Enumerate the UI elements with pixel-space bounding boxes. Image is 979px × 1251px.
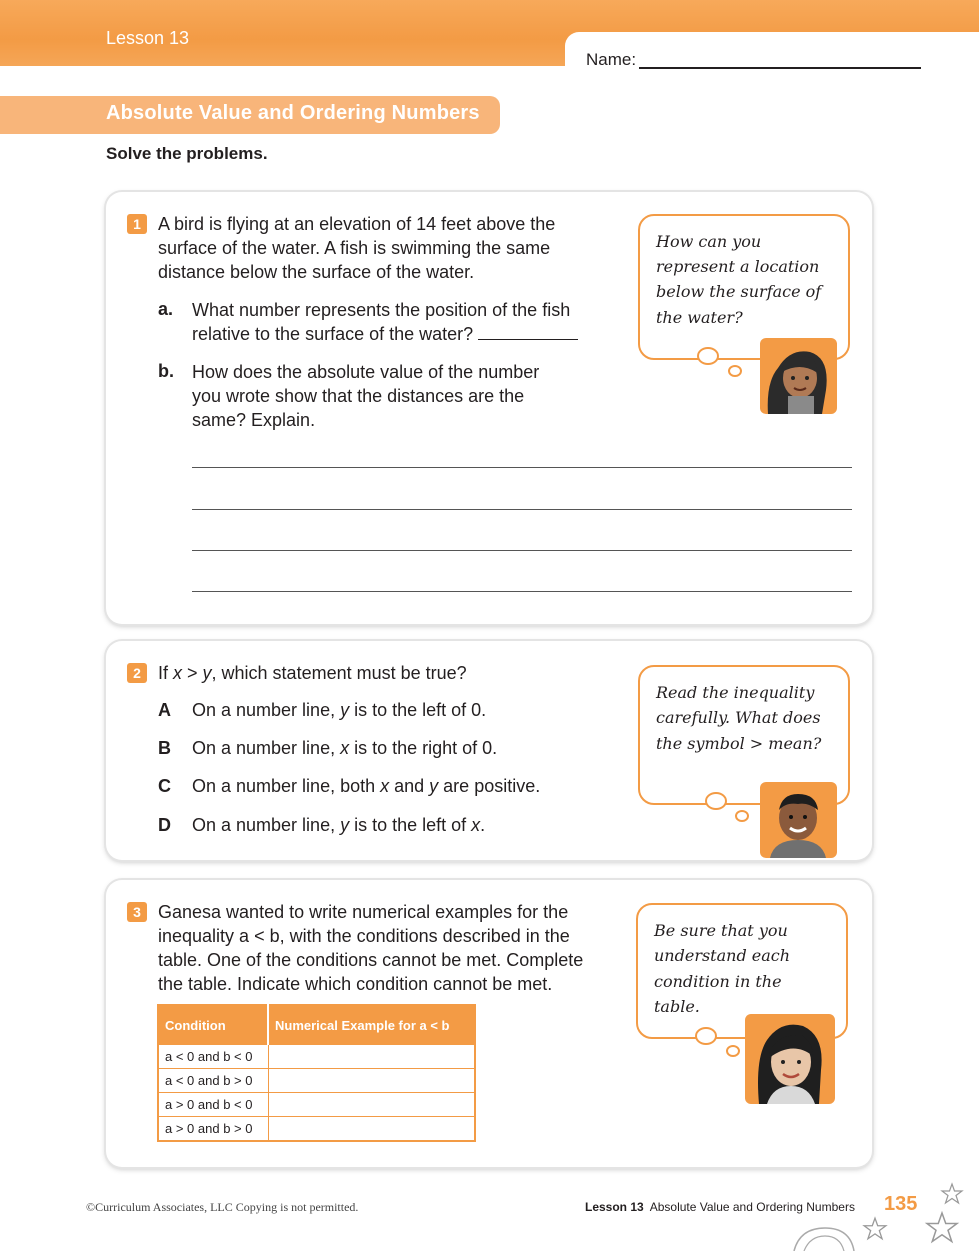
thought-dot xyxy=(697,347,719,365)
table-header-row xyxy=(158,1005,475,1045)
var: x xyxy=(471,815,481,835)
var-x: x xyxy=(173,663,183,683)
choice-b-text[interactable] xyxy=(192,738,497,759)
choice-text: is to the left of xyxy=(349,815,472,835)
problem-3-line-4: the table. Indicate which condition cannot be met. xyxy=(158,974,553,994)
answer-line[interactable] xyxy=(192,509,852,510)
var: y xyxy=(340,815,350,835)
thought-dot xyxy=(726,1045,740,1057)
var-y: y xyxy=(202,663,212,683)
choice-text: is to the left of 0. xyxy=(349,700,487,720)
table-cell-condition: a < 0 and b > 0 xyxy=(158,1069,268,1093)
student-avatar-icon xyxy=(745,1014,835,1104)
table-cell-condition: a > 0 and b > 0 xyxy=(158,1117,268,1142)
part-a-letter: a. xyxy=(158,299,174,319)
page-number: 135 xyxy=(884,1193,918,1215)
problem-2-number: 2 xyxy=(127,663,147,683)
hint-3-line-2: understand each xyxy=(654,946,791,965)
choice-c-text[interactable] xyxy=(192,776,540,797)
star-icon xyxy=(862,1216,888,1242)
choice-text: . xyxy=(480,815,486,835)
table-cell-example[interactable] xyxy=(268,1045,475,1069)
thought-dot xyxy=(728,365,742,377)
var: x xyxy=(380,776,390,796)
choice-text: are positive. xyxy=(438,776,541,796)
var: y xyxy=(340,700,350,720)
problem-3-number: 3 xyxy=(127,902,147,922)
hint-3-line-1: Be sure that you xyxy=(654,921,788,940)
problem-1-line-2: surface of the water. A fish is swimming the same xyxy=(158,238,551,258)
thought-dot xyxy=(695,1027,717,1045)
hint-3-line-4: table. xyxy=(654,997,700,1016)
table-header: Numerical Example for a < b xyxy=(268,1005,475,1045)
hint-2-line-3: the symbol > mean? xyxy=(656,734,822,753)
hint-1-line-1: How can you xyxy=(656,232,762,251)
student-avatar-icon xyxy=(760,782,837,858)
problem-1-line-1: A bird is flying at an elevation of 14 feet above the xyxy=(158,214,556,234)
hint-1-line-3: below the surface of xyxy=(656,282,822,301)
table-row xyxy=(158,1117,475,1142)
answer-line[interactable] xyxy=(192,550,852,551)
conditions-table xyxy=(157,1004,476,1142)
table-cell-example[interactable] xyxy=(268,1069,475,1093)
choice-d-letter[interactable]: D xyxy=(158,815,171,835)
part-b-line-2: you wrote show that the distances are the xyxy=(192,386,525,406)
choice-a-text[interactable] xyxy=(192,700,486,721)
var: x xyxy=(340,738,350,758)
copyright-text: ©Curriculum Associates, LLC Copying is not permitted. xyxy=(86,1200,359,1214)
footer-lesson-number: Lesson 13 xyxy=(585,1200,644,1214)
choice-text: and xyxy=(389,776,430,796)
hint-1-line-2: represent a location xyxy=(656,257,820,276)
problem-1-number: 1 xyxy=(127,214,147,234)
name-field[interactable] xyxy=(639,67,921,69)
choice-a-letter[interactable]: A xyxy=(158,700,171,720)
swirl-icon xyxy=(790,1224,860,1251)
symbol: > xyxy=(182,663,203,683)
answer-line[interactable] xyxy=(192,467,852,468)
problem-3-line-3: table. One of the conditions cannot be met. Complete xyxy=(158,950,584,970)
page-title: Absolute Value and Ordering Numbers xyxy=(106,102,480,124)
choice-b-letter[interactable]: B xyxy=(158,738,171,758)
student-avatar-icon xyxy=(760,338,837,414)
question-text: , which statement must be true? xyxy=(211,663,467,683)
star-icon xyxy=(940,1182,964,1206)
footer-lesson-title: Absolute Value and Ordering Numbers xyxy=(649,1200,855,1214)
table-cell-example[interactable] xyxy=(268,1117,475,1142)
part-a-line-1: What number represents the position of the fish xyxy=(192,300,571,320)
hint-1-line-4: the water? xyxy=(656,308,743,327)
star-icon xyxy=(924,1210,960,1246)
choice-text: On a number line, xyxy=(192,738,341,758)
footer-lesson xyxy=(585,1200,855,1214)
table-cell-example[interactable] xyxy=(268,1093,475,1117)
choice-text: is to the right of 0. xyxy=(349,738,498,758)
table-row xyxy=(158,1045,475,1069)
problem-2-question xyxy=(158,661,467,685)
part-b-letter: b. xyxy=(158,361,174,381)
choice-text: On a number line, xyxy=(192,815,341,835)
var: y xyxy=(429,776,439,796)
table-cell-condition: a > 0 and b < 0 xyxy=(158,1093,268,1117)
thought-dot xyxy=(735,810,749,822)
part-a-question: relative to the surface of the water? xyxy=(192,324,474,344)
table-cell-condition: a < 0 and b < 0 xyxy=(158,1045,268,1069)
table-row xyxy=(158,1093,475,1117)
choice-c-letter[interactable]: C xyxy=(158,776,171,796)
choice-text: On a number line, both xyxy=(192,776,381,796)
choice-d-text[interactable] xyxy=(192,815,485,836)
hint-3-line-3: condition in the xyxy=(654,972,782,991)
problem-3-line-2: inequality a < b, with the conditions described in the xyxy=(158,926,570,946)
table-header: Condition xyxy=(158,1005,268,1045)
hint-2-line-1: Read the inequality xyxy=(656,683,815,702)
part-a-line-2 xyxy=(192,322,578,346)
instructions: Solve the problems. xyxy=(106,144,268,163)
part-b-line-1: How does the absolute value of the number xyxy=(192,362,540,382)
part-a-answer-blank[interactable] xyxy=(478,323,578,340)
hint-2-line-2: carefully. What does xyxy=(656,708,821,727)
problem-3-line-1: Ganesa wanted to write numerical examples for the xyxy=(158,902,569,922)
thought-dot xyxy=(705,792,727,810)
answer-line[interactable] xyxy=(192,591,852,592)
question-text: If xyxy=(158,663,174,683)
choice-text: On a number line, xyxy=(192,700,341,720)
name-label: Name: xyxy=(586,50,637,69)
part-b-line-3: same? Explain. xyxy=(192,410,316,430)
lesson-label: Lesson 13 xyxy=(106,28,190,48)
problem-1-line-3: distance below the surface of the water. xyxy=(158,262,475,282)
table-row xyxy=(158,1069,475,1093)
